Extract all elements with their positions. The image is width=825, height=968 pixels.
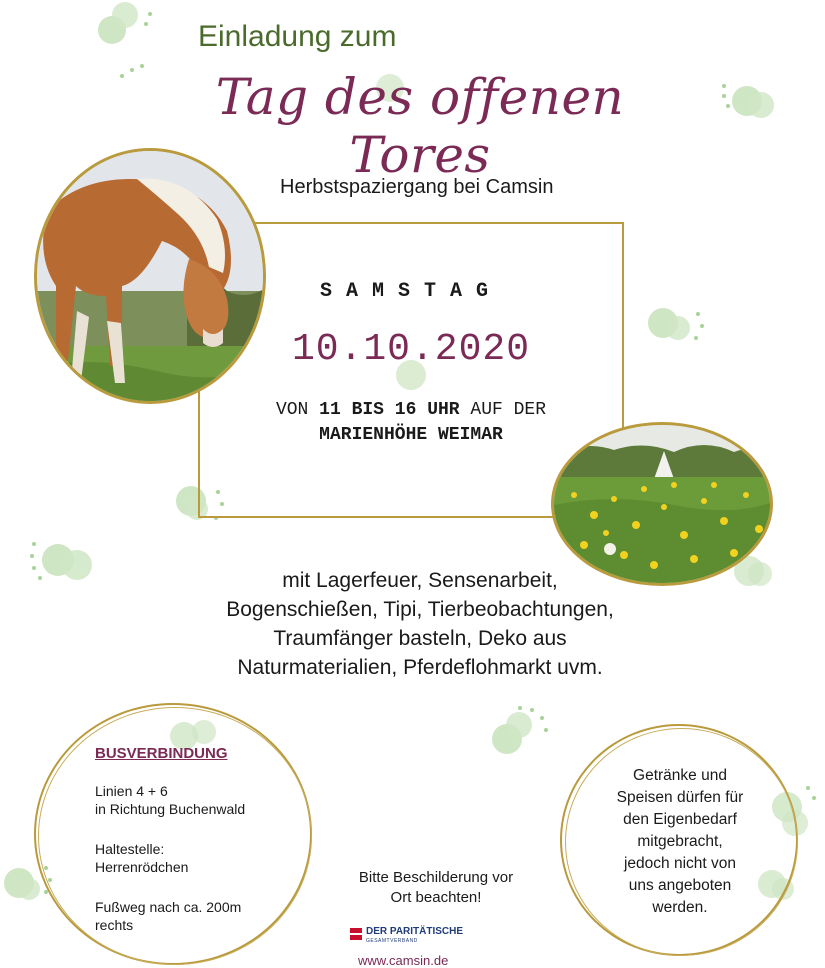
activities-line: Naturmaterialien, Pferdeflohmarkt uvm. xyxy=(237,656,603,679)
bus-line: Herrenrödchen xyxy=(95,859,189,875)
drinks-line: Getränke und xyxy=(633,767,727,784)
paw-print-icon xyxy=(722,80,782,124)
paw-print-icon xyxy=(98,2,154,46)
bus-title: BUSVERBINDUNG xyxy=(95,745,228,762)
time-range: 11 BIS 16 UHR xyxy=(319,400,460,420)
time-and-location xyxy=(198,398,624,448)
activities-line: Bogenschießen, Tipi, Tierbeobachtungen, xyxy=(226,598,614,621)
subtitle: Herbstspaziergang bei Camsin xyxy=(280,176,554,198)
activities-line: Traumfänger basteln, Deko aus xyxy=(273,627,567,650)
notice-line: Bitte Beschilderung vor xyxy=(358,869,514,886)
drinks-info xyxy=(580,765,780,919)
drinks-line: mitgebracht, xyxy=(637,833,723,850)
meadow-image xyxy=(554,425,773,586)
drinks-line: jedoch nicht von xyxy=(623,855,737,872)
meadow-photo xyxy=(551,422,773,586)
drinks-line: den Eigenbedarf xyxy=(623,811,737,828)
bus-line: Linien 4 + 6 xyxy=(95,783,168,799)
activities-list xyxy=(150,566,690,682)
logo-sub-text: GESAMTVERBAND xyxy=(366,938,418,944)
drinks-line: uns angeboten xyxy=(628,877,732,894)
paw-print-icon xyxy=(488,704,550,756)
intro-text: Einladung zum xyxy=(198,20,397,53)
weekday: SAMSTAG xyxy=(319,280,502,303)
drinks-line: werden. xyxy=(652,899,708,916)
logo-main-text: DER PARITÄTISCHE xyxy=(366,926,464,937)
paw-print-icon xyxy=(120,60,160,90)
time-suffix: AUF DER xyxy=(470,400,547,420)
page-title: Tag des offenen Tores xyxy=(215,68,625,184)
activities-line: mit Lagerfeuer, Sensenarbeit, xyxy=(282,569,558,592)
bus-line: in Richtung Buchenwald xyxy=(95,801,246,817)
event-date: 10.10.2020 xyxy=(291,328,531,371)
bus-line: rechts xyxy=(95,917,134,933)
signage-notice xyxy=(318,868,554,908)
website-link[interactable]: www.camsin.de xyxy=(358,953,449,968)
bus-line: Fußweg nach ca. 200m xyxy=(95,899,242,915)
bus-line: Haltestelle: xyxy=(95,841,165,857)
drinks-line: Speisen dürfen für xyxy=(616,789,744,806)
paw-print-icon xyxy=(30,538,106,588)
location: MARIENHÖHE WEIMAR xyxy=(319,425,503,445)
time-prefix: VON xyxy=(275,400,309,420)
logo-mark-stripe xyxy=(350,933,362,935)
paritaetische-logo-icon xyxy=(350,924,490,946)
paw-print-icon xyxy=(648,302,706,350)
notice-line: Ort beachten! xyxy=(390,889,482,906)
horse-image xyxy=(37,151,266,404)
horse-photo xyxy=(34,148,266,404)
